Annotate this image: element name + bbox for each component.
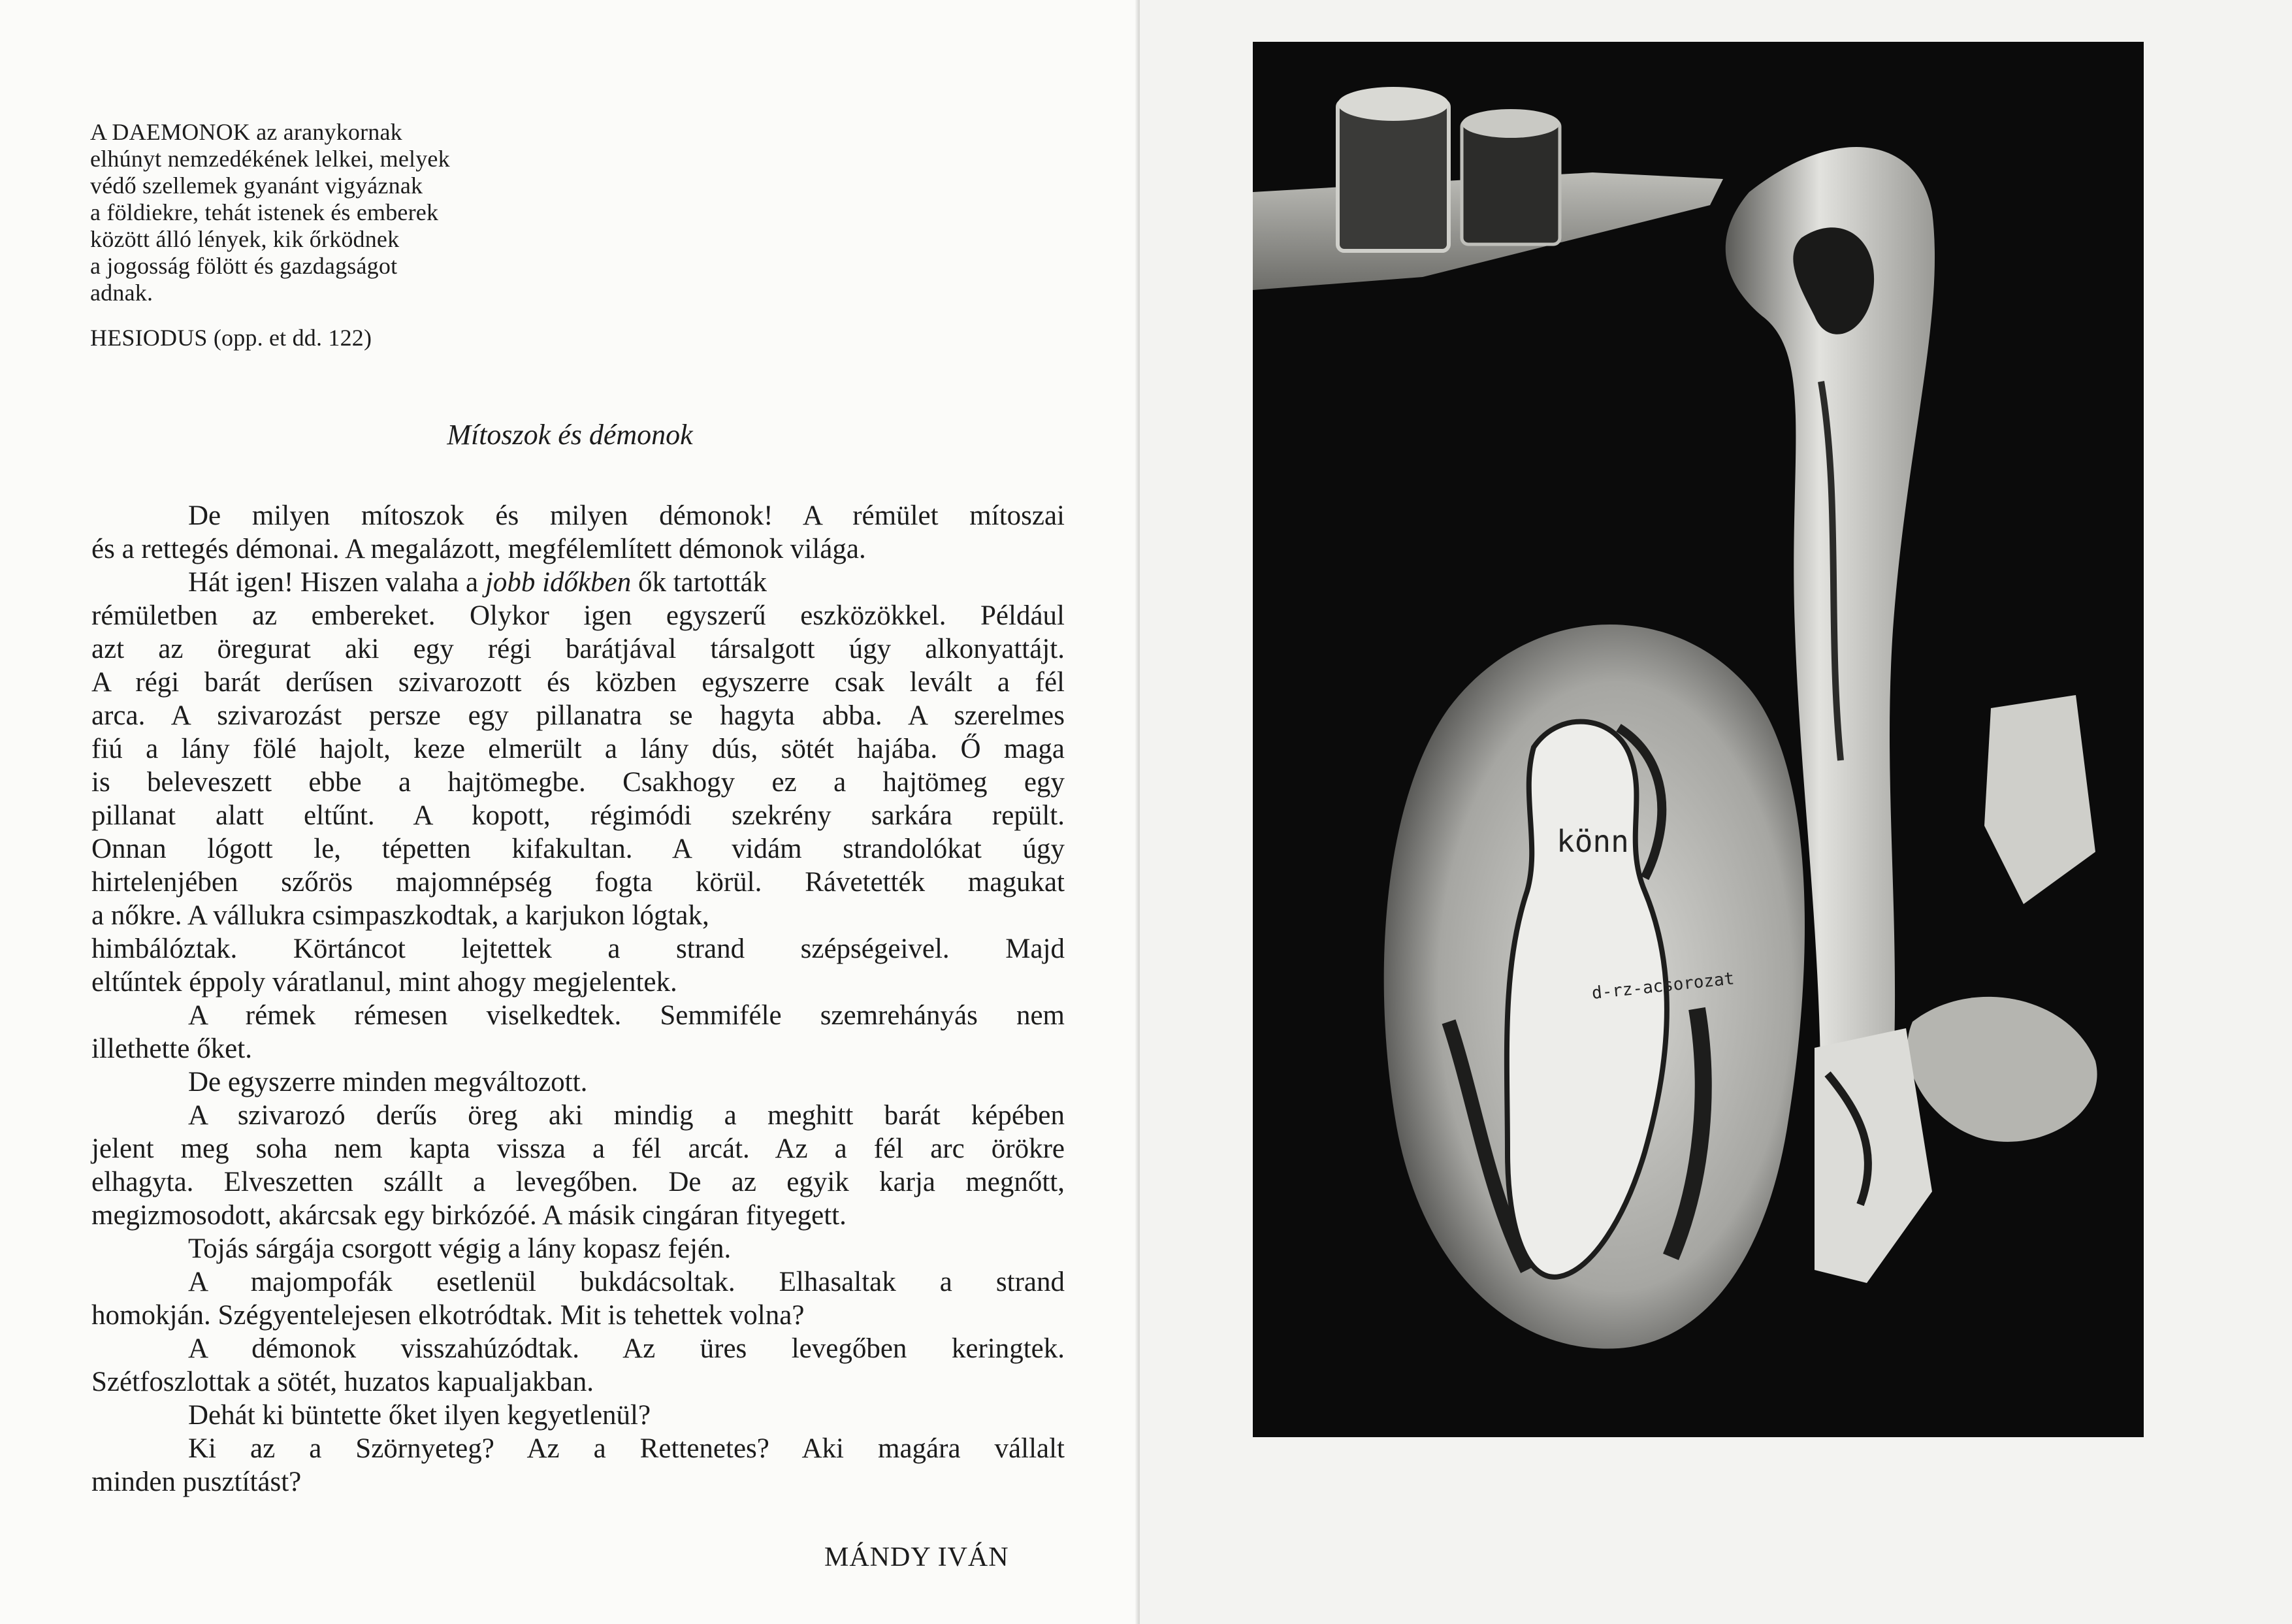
- artwork-photograph: [1253, 42, 2144, 1437]
- essay-line: Szétfoszlottak a sötét, huzatos kapualjakban.: [91, 1367, 594, 1397]
- essay-line: is beleveszett ebbe a hajtömegbe. Csakhogy ez a hajtömeg egy: [91, 767, 1065, 798]
- epigraph-line: elhúnyt nemzedékének lelkei, melyek: [90, 146, 450, 172]
- canvas-word: d-rz-acsorozat: [1590, 969, 1735, 1003]
- paint-can-shape: [1462, 120, 1560, 244]
- canvas-word: könn: [1557, 824, 1629, 859]
- epigraph-line: A DAEMONOK az aranykornak: [90, 119, 402, 145]
- essay-line: [91, 566, 1065, 599]
- essay-line: De milyen mítoszok és milyen démonok! A rémület mítoszai: [188, 500, 1065, 531]
- essay-line: Ki az a Szörnyeteg? Az a Rettenetes? Aki magára vállalt: [188, 1433, 1065, 1464]
- essay-line: fiú a lány fölé hajolt, keze elmerült a lány dús, sötét hajába. Ő maga: [91, 734, 1065, 764]
- paint-can-shape: [1338, 101, 1449, 251]
- essay-line: homokján. Szégyentelejesen elkotródtak. Mit is tehettek volna?: [91, 1300, 805, 1331]
- essay-line-text: Hát igen! Hiszen valaha a: [188, 567, 485, 598]
- essay-line: A régi barát derűsen szivarozott és közben egyszerre csak levált a fél: [91, 667, 1065, 698]
- essay-line: eltűntek éppoly váratlanul, mint ahogy megjelentek.: [91, 967, 677, 998]
- epigraph-line: a jogosság fölött és gazdagságot: [90, 253, 398, 279]
- essay-line: A majompofák esetlenül bukdácsoltak. Elhasaltak a strand: [188, 1267, 1065, 1297]
- essay-line: és a rettegés démonai. A megalázott, megfélemlített démonok világa.: [91, 534, 866, 564]
- epigraph-source: HESIODUS (opp. et dd. 122): [90, 325, 372, 351]
- paint-can-lid: [1338, 87, 1449, 121]
- essay-line: megizmosodott, akárcsak egy birkózóé. A másik cingáran fityegett.: [91, 1200, 847, 1231]
- essay-line: pillanat alatt eltűnt. A kopott, régimódi szekrény sarkára repült.: [91, 800, 1065, 831]
- essay-line: jelent meg soha nem kapta vissza a fél arcát. Az a fél arc örökre: [91, 1133, 1065, 1164]
- essay-line: a nőkre. A vállukra csimpaszkodtak, a karjukon lógtak,: [91, 900, 709, 931]
- essay-line: hirtelenjében szőrös majomnépség fogta körül. Rávetették magukat: [91, 867, 1065, 898]
- paint-can-lid: [1462, 109, 1560, 138]
- essay-line: himbálóztak. Körtáncot lejtettek a strand szépségeivel. Majd: [91, 934, 1065, 964]
- essay-line: Dehát ki büntette őket ilyen kegyetlenül?: [188, 1400, 651, 1431]
- epigraph-line: között álló lények, kik őrködnek: [90, 226, 400, 252]
- epigraph: [90, 119, 587, 351]
- essay-line: illethette őket.: [91, 1033, 252, 1064]
- author-signature: MÁNDY IVÁN: [824, 1542, 1009, 1572]
- artwork-photo-illustration: [1253, 42, 2144, 1437]
- left-page: [0, 0, 1140, 1624]
- essay-line-text: ők tartották: [631, 567, 767, 598]
- essay-line: rémületben az embereket. Olykor igen egyszerű eszközökkel. Például: [91, 600, 1065, 631]
- essay-line: minden pusztítást?: [91, 1467, 302, 1497]
- essay-line: arca. A szivarozást persze egy pillanatra se hagyta abba. A szerelmes: [91, 700, 1065, 731]
- essay-line: A démonok visszahúzódtak. Az üres levegőben keringtek.: [188, 1333, 1065, 1364]
- essay-line: A rémek rémesen viselkedtek. Semmiféle szemrehányás nem: [188, 1000, 1065, 1031]
- essay-body: [91, 499, 1065, 1499]
- epigraph-line: a földiekre, tehát istenek és emberek: [90, 199, 439, 225]
- essay-line-emphasis: jobb időkben: [485, 567, 632, 598]
- essay-line: azt az öregurat aki egy régi barátjával társalgott úgy alkonyattájt.: [91, 634, 1065, 664]
- essay-line: De egyszerre minden megváltozott.: [188, 1067, 588, 1097]
- epigraph-line: védő szellemek gyanánt vigyáznak: [90, 172, 423, 199]
- essay-line: Tojás sárgája csorgott végig a lány kopasz fején.: [188, 1233, 732, 1264]
- essay-line: Onnan lógott le, tépetten kifakultan. A vidám strandolókat úgy: [91, 834, 1065, 864]
- essay-line: A szivarozó derűs öreg aki mindig a meghitt barát képében: [188, 1100, 1065, 1131]
- essay-title: Mítoszok és démonok: [447, 419, 693, 451]
- epigraph-line: adnak.: [90, 280, 153, 306]
- essay-line: elhagyta. Elveszetten szállt a levegőben. De az egyik karja megnőtt,: [91, 1167, 1065, 1197]
